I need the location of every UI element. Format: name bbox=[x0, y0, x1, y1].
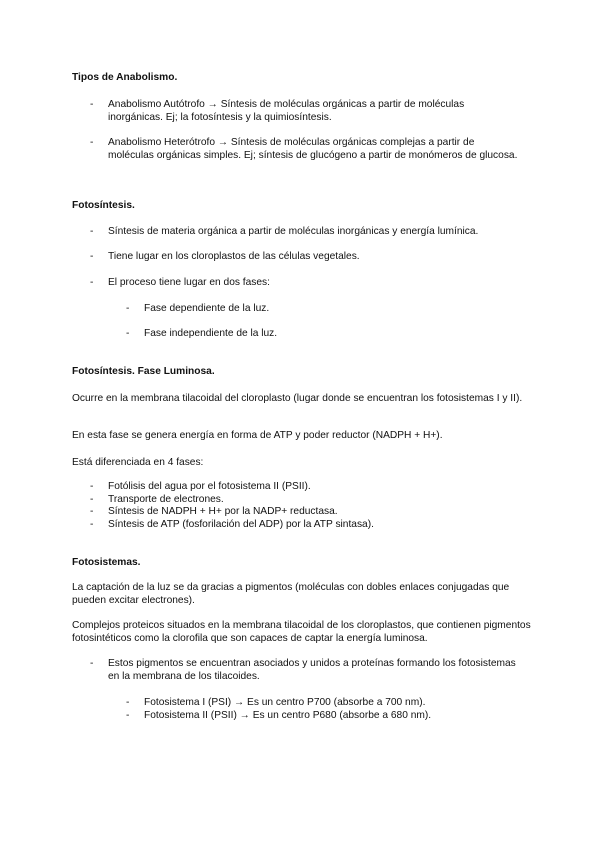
list-item-text: Síntesis de NADPH + H+ por la NADP+ reductasa. bbox=[108, 506, 338, 517]
bullet-dash: - bbox=[126, 697, 130, 708]
heading-fotosistemas: Fotosistemas. bbox=[72, 557, 141, 568]
list-item-text: Estos pigmentos se encuentran asociados y unidos a proteínas formando los fotosistemas en la membrana de los tilacoides. bbox=[108, 658, 516, 682]
paragraph: Complejos proteicos situados en la membrana tilacoidal de los cloroplastos, que contienen pigmentos fotosintéticos como la clorofila que son capaces de captar la energía luminosa. bbox=[72, 620, 531, 644]
bullet-dash: - bbox=[90, 226, 94, 237]
heading-fase-luminosa: Fotosíntesis. Fase Luminosa. bbox=[72, 366, 215, 377]
bullet-dash: - bbox=[90, 494, 94, 505]
heading-fotosintesis: Fotosíntesis. bbox=[72, 200, 135, 211]
bullet-dash: - bbox=[90, 137, 94, 148]
bullet-dash: - bbox=[90, 481, 94, 492]
list-item-text: Anabolismo Autótrofo → Síntesis de moléculas orgánicas a partir de moléculas inorgánicas. Ej; la fotosíntesis y la quimiosíntesis. bbox=[108, 99, 465, 123]
list-item-text: Anabolismo Heterótrofo → Síntesis de moléculas orgánicas complejas a partir de moléculas orgánicas simples. Ej; síntesis de glucógeno a partir de monómeros de glucosa. bbox=[108, 137, 518, 161]
bullet-dash: - bbox=[90, 506, 94, 517]
bullet-dash: - bbox=[90, 251, 94, 262]
paragraph: Ocurre en la membrana tilacoidal del cloroplasto (lugar donde se encuentran los fotosistemas I y II). bbox=[72, 393, 523, 404]
bullet-dash: - bbox=[90, 99, 94, 110]
sub-list-item-text: Fase dependiente de la luz. bbox=[144, 303, 270, 314]
list-item-text: Síntesis de ATP (fosforilación del ADP) por la ATP sintasa). bbox=[108, 519, 374, 530]
sub-list-item-text: Fotosistema I (PSI) → Es un centro P700 (absorbe a 700 nm). bbox=[144, 697, 426, 708]
paragraph: En esta fase se genera energía en forma de ATP y poder reductor (NADPH + H+). bbox=[72, 430, 443, 441]
bullet-dash: - bbox=[126, 328, 130, 339]
bullet-dash: - bbox=[126, 303, 130, 314]
list-item-text: Tiene lugar en los cloroplastos de las células vegetales. bbox=[108, 251, 360, 262]
paragraph: La captación de la luz se da gracias a pigmentos (moléculas con dobles enlaces conjugadas que pueden excitar electrones). bbox=[72, 582, 510, 606]
paragraph: Está diferenciada en 4 fases: bbox=[72, 457, 204, 468]
list-item-text: El proceso tiene lugar en dos fases: bbox=[108, 277, 270, 288]
list-item-text: Fotólisis del agua por el fotosistema II (PSII). bbox=[108, 481, 311, 492]
sub-list-item-text: Fotosistema II (PSII) → Es un centro P680 (absorbe a 680 nm). bbox=[144, 710, 432, 721]
bullet-dash: - bbox=[126, 710, 130, 721]
list-item-text: Transporte de electrones. bbox=[108, 494, 224, 505]
list-item-text: Síntesis de materia orgánica a partir de moléculas inorgánicas y energía lumínica. bbox=[108, 226, 479, 237]
sub-list-item-text: Fase independiente de la luz. bbox=[144, 328, 278, 339]
bullet-dash: - bbox=[90, 519, 94, 530]
bullet-dash: - bbox=[90, 658, 94, 669]
bullet-dash: - bbox=[90, 277, 94, 288]
heading-tipos-anabolismo: Tipos de Anabolismo. bbox=[72, 72, 178, 83]
